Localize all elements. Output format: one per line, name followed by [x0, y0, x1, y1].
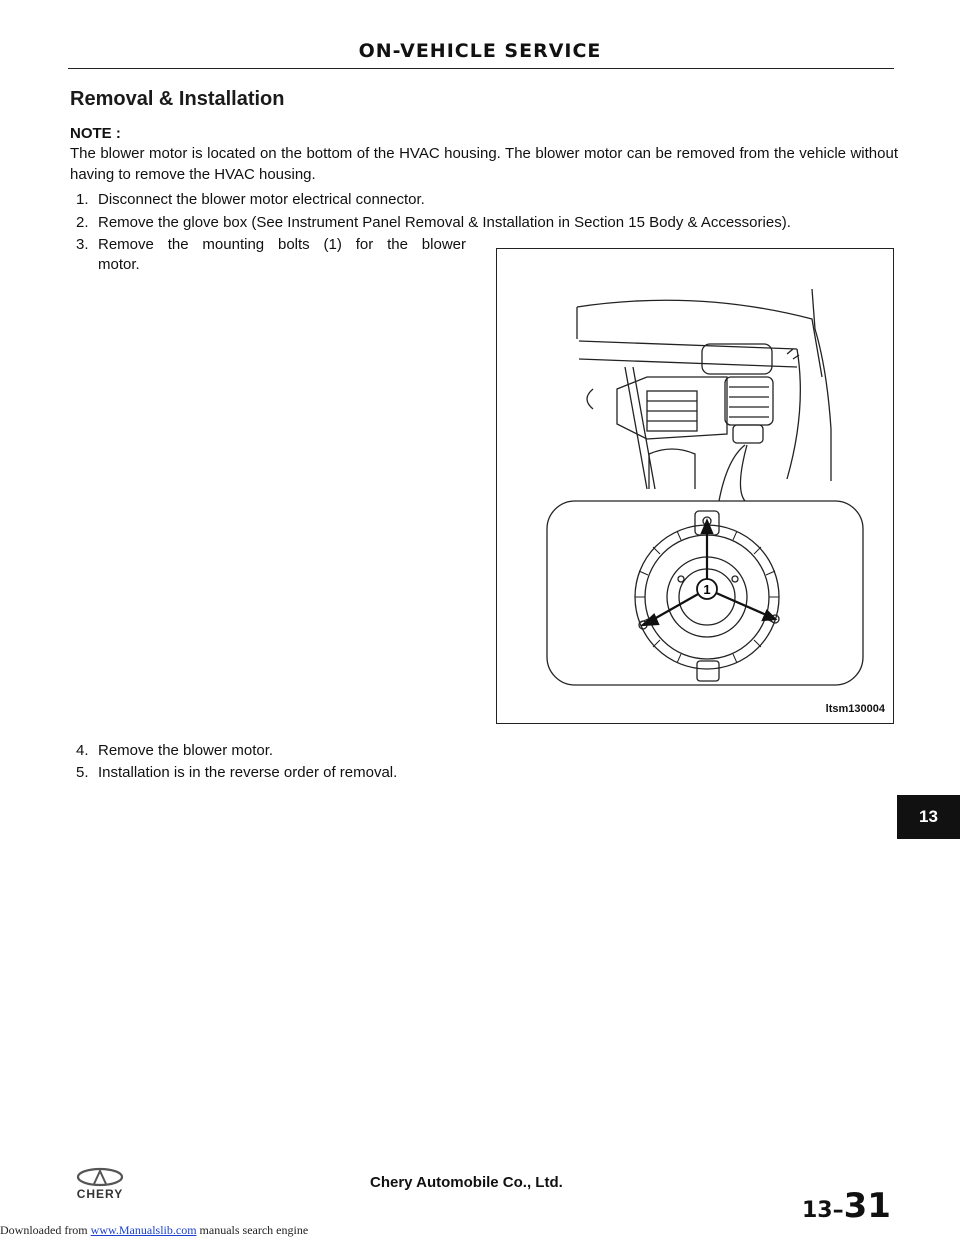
chery-logo — [66, 1166, 134, 1202]
page-number — [802, 1186, 891, 1226]
step-text: Installation is in the reverse order of removal. — [98, 764, 398, 781]
blower-motor-illustration — [497, 249, 893, 723]
section-tab: 13 — [897, 795, 960, 839]
step-text: Disconnect the blower motor electrical connector. — [98, 191, 425, 208]
blower-motor-figure — [496, 248, 894, 724]
step-3-continued: motor. — [98, 256, 140, 273]
section-number: 13– — [802, 1198, 844, 1223]
callout-label: 1 — [703, 582, 711, 597]
download-notice — [0, 1223, 308, 1238]
step-text: Remove the glove box (See Instrument Panel Removal & Installation in Section 15 Body & Accessories). — [98, 214, 791, 231]
step-number: 5. — [76, 764, 89, 781]
logo-text: CHERY — [76, 1187, 124, 1201]
figure-id: ltsm130004 — [825, 703, 885, 715]
note-text: The blower motor is located on the bottom of the HVAC housing. The blower motor can be removed from the vehicle without having to remove the HVAC housing. — [70, 145, 898, 183]
step-number: 1. — [76, 191, 89, 208]
step-1 — [76, 189, 425, 210]
page-header-title: ON-VEHICLE SERVICE — [358, 40, 602, 62]
manualslib-link[interactable]: www.Manualslib.com — [90, 1223, 197, 1237]
step-2 — [76, 212, 791, 233]
download-prefix: Downloaded from — [0, 1223, 88, 1237]
step-5 — [76, 762, 397, 783]
step-4 — [76, 740, 273, 761]
step-text: Remove the mounting bolts (1) for the blower — [98, 236, 466, 253]
step-text: Remove the blower motor. — [98, 742, 274, 759]
step-3 — [76, 234, 466, 255]
company-name: Chery Automobile Co., Ltd. — [370, 1174, 563, 1191]
step-number: 2. — [76, 214, 89, 231]
section-title: Removal & Installation — [70, 88, 285, 110]
note-label: NOTE : — [70, 125, 121, 142]
page-digits: 31 — [843, 1186, 891, 1226]
step-number: 4. — [76, 742, 89, 759]
download-suffix: manuals search engine — [199, 1223, 309, 1237]
header-divider — [68, 68, 894, 69]
step-number: 3. — [76, 236, 89, 253]
